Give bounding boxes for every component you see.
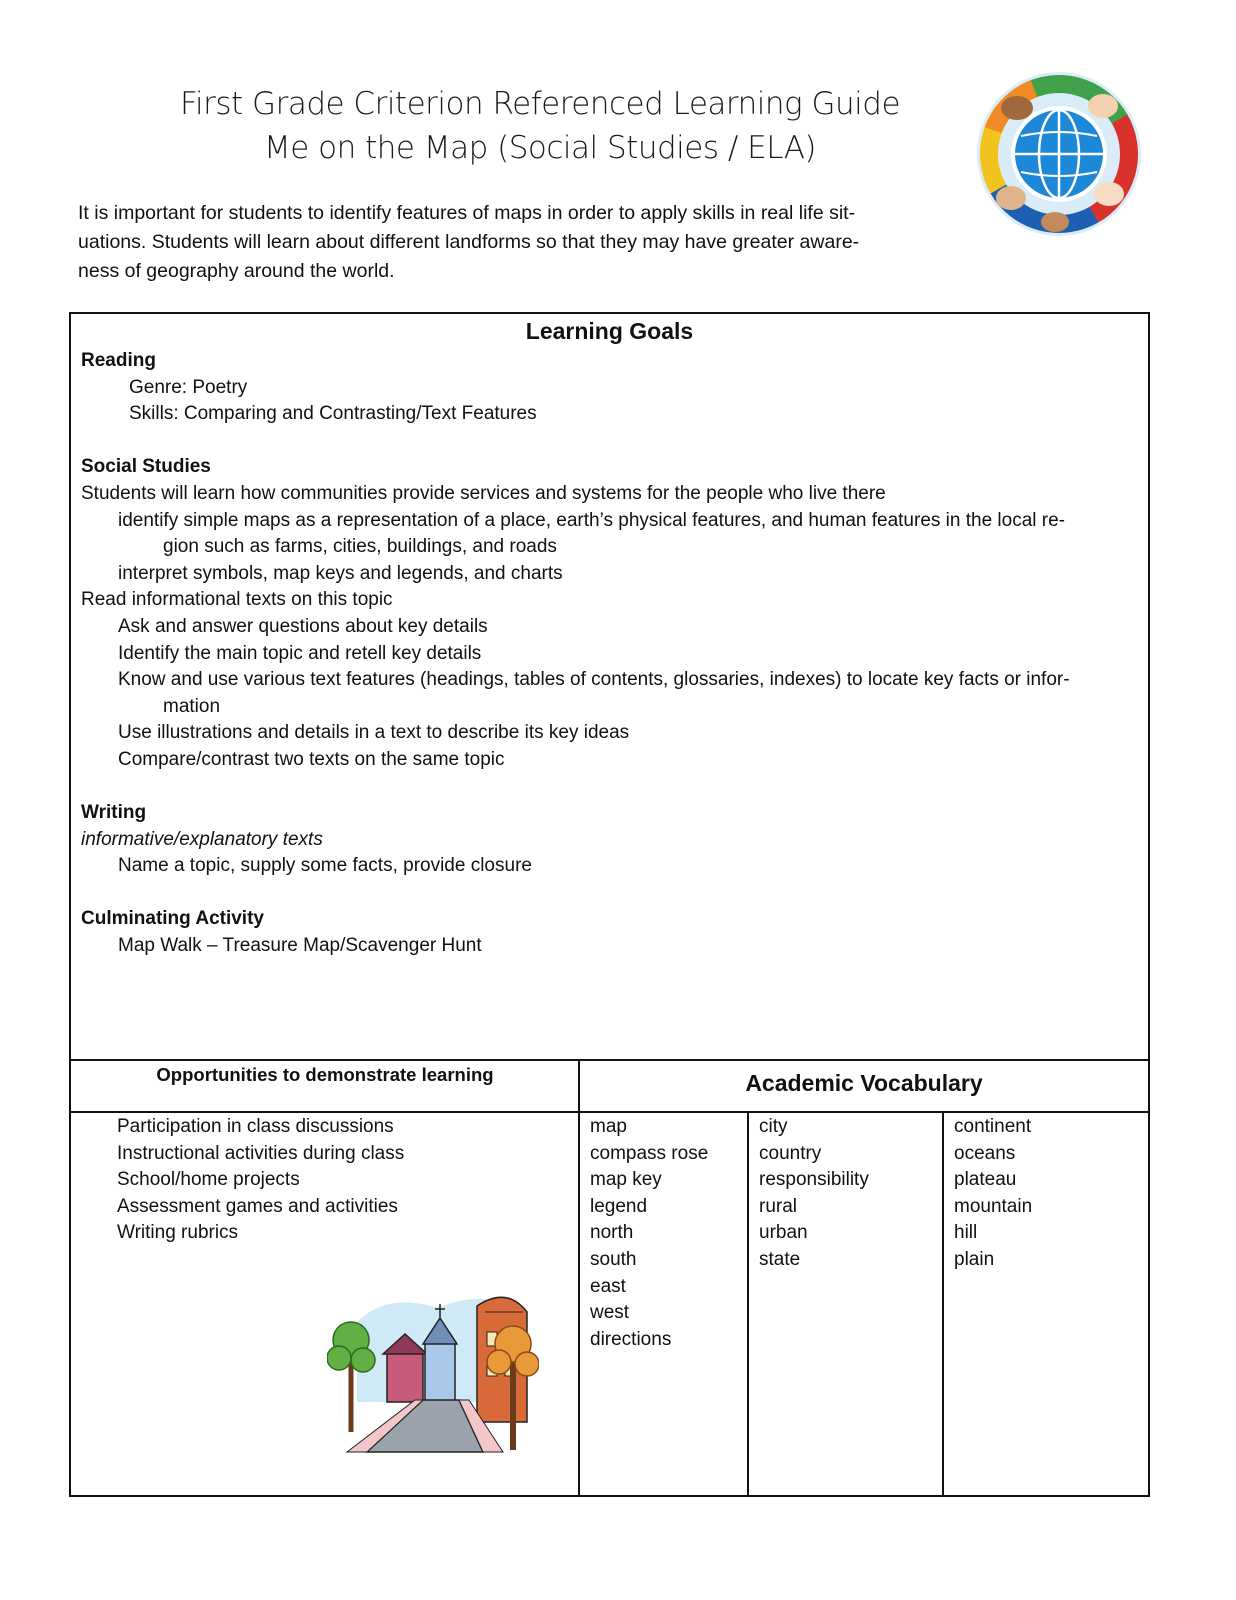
culminating-heading: Culminating Activity (81, 908, 264, 930)
vocab-word: oceans (954, 1142, 1016, 1164)
writing-heading: Writing (81, 802, 147, 824)
vocab-word: plain (954, 1248, 995, 1270)
divider (71, 1111, 1148, 1113)
reading-genre: Genre: Poetry (129, 376, 248, 398)
vocab-word: country (759, 1142, 822, 1164)
learning-guide-table (69, 312, 1150, 1497)
list-item: Compare/contrast two texts on the same topic (118, 748, 505, 770)
vocab-word: legend (590, 1195, 648, 1217)
vocab-word: responsibility (759, 1169, 869, 1191)
list-item: identify simple maps as a representation of a place, earth’s physical features, and human features in the local re- (118, 509, 1066, 531)
list-item: Assessment games and activities (117, 1195, 398, 1217)
list-item: interpret symbols, map keys and legends, and charts (118, 562, 563, 584)
intro-line: It is important for students to identify features of maps in order to apply skills in real life sit- (78, 202, 856, 224)
vocab-word: east (590, 1275, 626, 1297)
vocab-word: south (590, 1248, 637, 1270)
list-item: Map Walk – Treasure Map/Scavenger Hunt (118, 935, 482, 957)
vocabulary-heading: Academic Vocabulary (745, 1070, 983, 1096)
list-item: Name a topic, supply some facts, provide closure (118, 855, 532, 877)
list-item: Use illustrations and details in a text to describe its key ideas (118, 722, 630, 744)
divider (942, 1111, 944, 1495)
intro-line: uations. Students will learn about different landforms so that they may have greater aware- (78, 231, 860, 253)
vocabulary-column-3 (954, 1114, 1032, 1274)
vocab-word: continent (954, 1116, 1032, 1137)
opportunities-list (117, 1114, 404, 1247)
town-street-icon (327, 1282, 539, 1458)
vocab-word: plateau (954, 1169, 1017, 1191)
list-item: Know and use various text features (headings, tables of contents, glossaries, indexes) to locate key facts or infor- (118, 669, 1070, 691)
list-item: mation (163, 695, 221, 717)
opportunities-heading: Opportunities to demonstrate learning (156, 1064, 494, 1085)
learning-goals-section (81, 348, 1131, 960)
list-item: Identify the main topic and retell key details (118, 642, 482, 664)
reading-heading: Reading (81, 350, 156, 371)
list-item: Ask and answer questions about key details (118, 615, 488, 637)
vocab-word: state (759, 1248, 801, 1270)
vocab-word: north (590, 1222, 634, 1244)
intro-line: ness of geography around the world. (78, 260, 395, 282)
intro-paragraph (78, 199, 968, 286)
list-item: Writing rubrics (117, 1222, 239, 1244)
vocabulary-column-2 (759, 1114, 869, 1274)
vocab-word: mountain (954, 1195, 1033, 1217)
social-studies-intro: Students will learn how communities provide services and systems for the people who live there (81, 482, 886, 504)
learning-goals-title: Learning Goals (525, 318, 694, 344)
reading-skills: Skills: Comparing and Contrasting/Text Features (129, 403, 537, 425)
page-title-line2: Me on the Map (Social Studies / ELA) (263, 130, 817, 166)
vocab-word: city (759, 1116, 788, 1137)
vocab-word: urban (759, 1222, 808, 1244)
vocab-word: west (590, 1302, 630, 1324)
list-item: School/home projects (117, 1169, 300, 1191)
divider (71, 1059, 1148, 1061)
vocab-word: rural (759, 1195, 798, 1217)
divider (747, 1111, 749, 1495)
social-studies-heading: Social Studies (81, 456, 211, 478)
vocab-word: hill (954, 1222, 978, 1244)
vocab-word: map key (590, 1169, 662, 1191)
globe-hands-icon (975, 70, 1143, 238)
vocab-word: compass rose (590, 1142, 709, 1164)
list-item: gion such as farms, cities, buildings, and roads (163, 536, 557, 558)
vocab-word: directions (590, 1328, 672, 1350)
page-title-line1: First Grade Criterion Referenced Learning Guide (179, 86, 901, 122)
read-intro: Read informational texts on this topic (81, 589, 393, 611)
vocab-word: map (590, 1116, 627, 1137)
vocabulary-column-1 (590, 1114, 708, 1353)
list-item: Instructional activities during class (117, 1142, 405, 1164)
divider (578, 1059, 580, 1495)
list-item: Participation in class discussions (117, 1116, 394, 1137)
writing-subheading: informative/explanatory texts (81, 828, 323, 850)
